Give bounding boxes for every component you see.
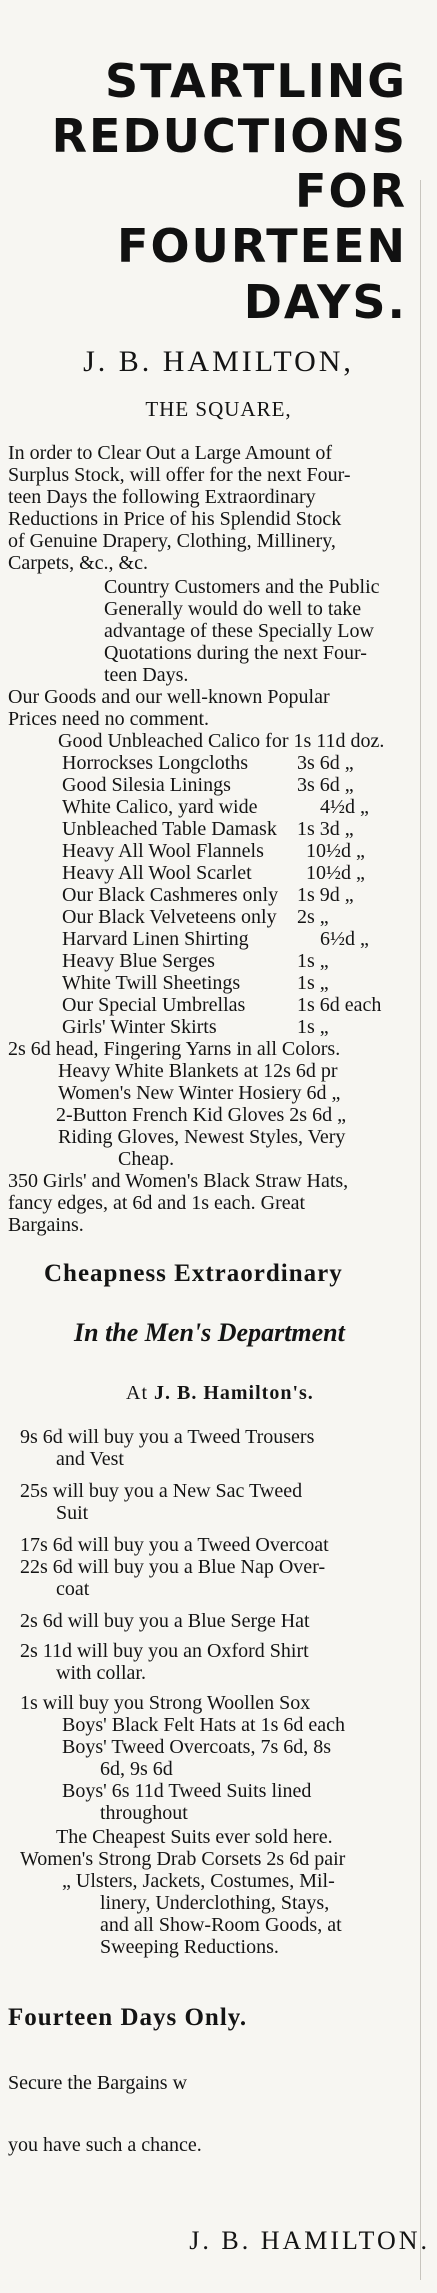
mens-line: Sweeping Reductions. <box>100 1936 279 1958</box>
closing-title: Fourteen Days Only. <box>8 2004 248 2031</box>
mens-line: throughout <box>100 1802 188 1824</box>
misc-line: fancy edges, at 6d and 1s each. Great <box>8 1192 306 1214</box>
section-title: Cheapness Extraordinary <box>44 1260 343 1287</box>
mens-line: and all Show-Room Goods, at <box>100 1914 342 1936</box>
price-value: 1s 3d „ <box>297 818 354 840</box>
intro-line: Carpets, &c., &c. <box>8 552 148 574</box>
price-row <box>62 884 412 906</box>
price-value: 3s 6d „ <box>297 774 354 796</box>
mens-line: The Cheapest Suits ever sold here. <box>56 1826 333 1848</box>
at-prefix: At <box>126 1382 148 1404</box>
mens-line: „ Ulsters, Jackets, Costumes, Mil- <box>62 1870 335 1892</box>
mens-line: and Vest <box>56 1448 124 1470</box>
price-value: 1s „ <box>297 1016 329 1038</box>
price-row <box>62 818 412 840</box>
price-value: 6½d „ <box>320 928 369 950</box>
price-value: 2s „ <box>297 906 329 928</box>
price-value: 10½d „ <box>306 862 365 884</box>
misc-line: Riding Gloves, Newest Styles, Very <box>58 1126 346 1148</box>
price-row <box>62 752 412 774</box>
mens-line: linery, Underclothing, Stays, <box>100 1892 330 1914</box>
price-row <box>62 1016 412 1038</box>
price-value: 10½d „ <box>306 840 365 862</box>
price-row <box>62 840 412 862</box>
price-item: Our Special Umbrellas <box>62 994 246 1016</box>
mens-line: 9s 6d will buy you a Tweed Trousers <box>20 1426 315 1448</box>
signature: J. B. HAMILTON. <box>189 2226 430 2255</box>
mens-line: with collar. <box>56 1662 146 1684</box>
intro-line: Surplus Stock, will offer for the next Four- <box>8 464 351 486</box>
mens-line: 2s 6d will buy you a Blue Serge Hat <box>20 1610 310 1632</box>
price-item: Unbleached Table Damask <box>62 818 277 840</box>
intro-line: In order to Clear Out a Large Amount of <box>8 442 332 464</box>
country-line: teen Days. <box>104 664 189 686</box>
bleed-through-text <box>175 4 405 58</box>
mens-line: 25s will buy you a New Sac Tweed <box>20 1480 303 1502</box>
at-name: J. B. Hamilton's. <box>154 1382 314 1404</box>
headline-line-4: FOURTEEN <box>117 219 407 273</box>
headline-line-1: STARTLING <box>105 54 407 108</box>
price-value: 1s 6d each <box>297 994 382 1016</box>
country-line: Generally would do well to take <box>104 598 362 620</box>
misc-line: 2s 6d head, Fingering Yarns in all Colors. <box>8 1038 341 1060</box>
price-item: Harvard Linen Shirting <box>62 928 249 950</box>
closing-line-2: you have such a chance. <box>8 2134 202 2156</box>
intro-line: teen Days the following Extraordinary <box>8 486 316 508</box>
price-item: Heavy All Wool Scarlet <box>62 862 252 884</box>
price-item: Girls' Winter Skirts <box>62 1016 217 1038</box>
price-row <box>62 906 412 928</box>
price-item: White Calico, yard wide <box>62 796 258 818</box>
mens-line: Boys' Black Felt Hats at 1s 6d each <box>62 1714 345 1736</box>
price-row <box>62 774 412 796</box>
price-row <box>62 928 412 950</box>
price-item: Our Black Cashmeres only <box>62 884 279 906</box>
mens-line: 6d, 9s 6d <box>100 1758 173 1780</box>
misc-line: Heavy White Blankets at 12s 6d pr <box>58 1060 338 1082</box>
mens-line: 2s 11d will buy you an Oxford Shirt <box>20 1640 309 1662</box>
price-item: Heavy All Wool Flannels <box>62 840 264 862</box>
headline-line-3: FOR <box>295 164 407 218</box>
price-value: 4½d „ <box>320 796 369 818</box>
price-item: Horrockses Longcloths <box>62 752 249 774</box>
intro-line: of Genuine Drapery, Clothing, Millinery, <box>8 530 336 552</box>
price-row <box>62 862 412 884</box>
country-line: Quotations during the next Four- <box>104 642 367 664</box>
goods-intro-line: Our Goods and our well-known Popular <box>8 686 330 708</box>
mens-line: Boys' Tweed Overcoats, 7s 6d, 8s <box>62 1736 332 1758</box>
price-item: Our Black Velveteens only <box>62 906 277 928</box>
headline-line-2: REDUCTIONS <box>51 109 407 163</box>
price-row <box>62 994 412 1016</box>
price-item: Good Silesia Linings <box>62 774 231 796</box>
mens-line: 17s 6d will buy you a Tweed Overcoat <box>20 1534 329 1556</box>
mens-line: coat <box>56 1578 90 1600</box>
price-value: 1s „ <box>297 972 329 994</box>
price-row <box>62 796 412 818</box>
misc-line: 2-Button French Kid Gloves 2s 6d „ <box>56 1104 346 1126</box>
price-value: 1s „ <box>297 950 329 972</box>
mens-line: 1s will buy you Strong Woollen Sox <box>20 1692 311 1714</box>
misc-line: 350 Girls' and Women's Black Straw Hats, <box>8 1170 349 1192</box>
column-rule <box>420 180 421 2280</box>
mens-line: Women's Strong Drab Corsets 2s 6d pair <box>20 1848 346 1870</box>
merchant-name: J. B. HAMILTON, <box>83 345 354 378</box>
at-hamiltons <box>126 1382 314 1405</box>
price-item: Heavy Blue Serges <box>62 950 215 972</box>
price-item: White Twill Sheetings <box>62 972 241 994</box>
country-line: Country Customers and the Public <box>104 576 380 598</box>
misc-line: Women's New Winter Hosiery 6d „ <box>58 1082 341 1104</box>
location: THE SQUARE, <box>145 397 292 421</box>
price-value: 1s 9d „ <box>297 884 354 906</box>
price-value: 3s 6d „ <box>297 752 354 774</box>
misc-line: Bargains. <box>8 1214 84 1236</box>
mens-line: 22s 6d will buy you a Blue Nap Over- <box>20 1556 326 1578</box>
intro-line: Reductions in Price of his Splendid Stock <box>8 508 342 530</box>
price-row <box>62 950 412 972</box>
price-row <box>58 730 428 752</box>
price-row <box>62 972 412 994</box>
goods-intro-line: Prices need no comment. <box>8 708 210 730</box>
headline-line-5: DAYS. <box>243 275 407 329</box>
mens-line: Boys' 6s 11d Tweed Suits lined <box>62 1780 312 1802</box>
country-line: advantage of these Specially Low <box>104 620 374 642</box>
section-subtitle: In the Men's Department <box>74 1318 345 1347</box>
price-item: Good Unbleached Calico for 1s 11d doz. <box>58 730 385 752</box>
misc-line: Cheap. <box>118 1148 175 1170</box>
mens-line: Suit <box>56 1502 89 1524</box>
closing-line-1: Secure the Bargains w <box>8 2072 188 2094</box>
